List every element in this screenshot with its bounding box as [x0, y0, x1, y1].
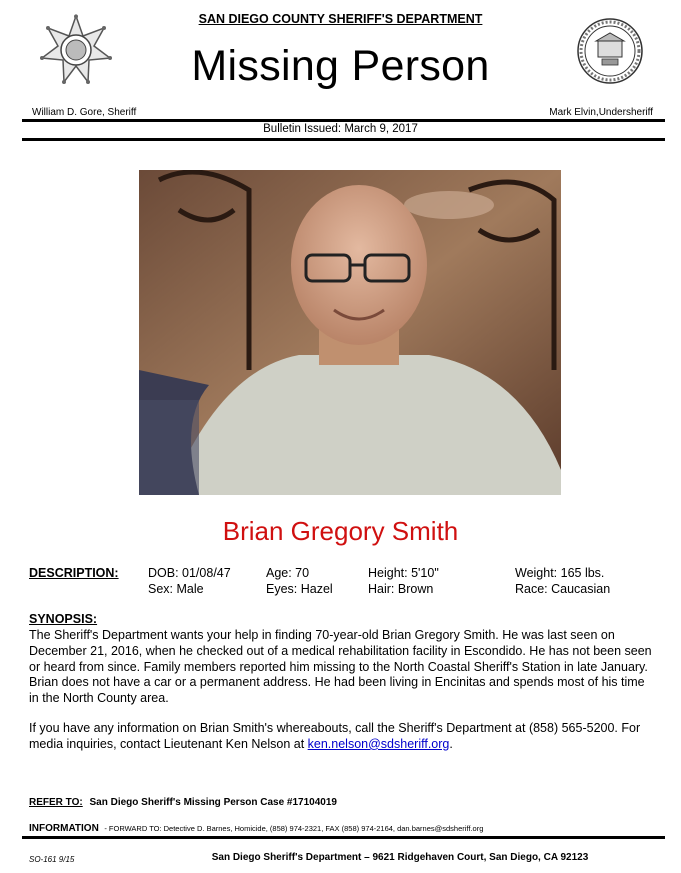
race-value: Race: Caucasian	[515, 582, 611, 596]
page-title: Missing Person	[191, 42, 490, 90]
footer-divider	[22, 836, 665, 839]
county-seal-icon	[576, 17, 644, 85]
contact-end: .	[449, 736, 453, 751]
missing-person-photo	[139, 170, 561, 495]
header-divider-top	[22, 119, 665, 122]
refer-to	[29, 797, 337, 808]
weight-value: Weight: 165 lbs.	[515, 566, 605, 580]
description-label: DESCRIPTION:	[29, 566, 119, 580]
eyes-value: Eyes: Hazel	[266, 582, 333, 596]
dob-value: DOB: 01/08/47	[148, 566, 231, 580]
undersheriff-name: Mark Elvin,Undersheriff	[549, 107, 653, 118]
synopsis-text: The Sheriff's Department wants your help in finding 70-year-old Brian Gregory Smith. He was last seen on December 21, 2016, when he checked out of a medical rehabilitation facility in Escondido. He has not been seen or heard from since. Family members reported him missing to the North Coastal Sheriff's Station in late January. Brian does not have a car or a permanent address. He had been living in Encinitas and spends most of his time in the North County area.	[29, 628, 652, 706]
information-line	[29, 823, 483, 834]
person-name: Brian Gregory Smith	[222, 516, 459, 546]
sex-value: Sex: Male	[148, 582, 204, 596]
height-value: Height: 5'10"	[368, 566, 439, 580]
sheriff-name: William D. Gore, Sheriff	[32, 107, 137, 118]
footer-address: San Diego Sheriff's Department – 9621 Ridgehaven Court, San Diego, CA 92123	[211, 852, 589, 863]
department-name: SAN DIEGO COUNTY SHERIFF'S DEPARTMENT	[198, 12, 483, 26]
header-divider-bottom	[22, 138, 665, 141]
sheriff-star-badge-icon	[40, 14, 112, 86]
refer-text: San Diego Sheriff's Missing Person Case #17104019	[89, 797, 337, 808]
form-number: SO-161 9/15	[29, 855, 75, 864]
information-text: - FORWARD TO: Detective D. Barnes, Homicide, (858) 974-2321, FAX (858) 974-2164, dan.barnes@sdsheriff.org	[104, 824, 484, 833]
synopsis-label: SYNOPSIS:	[29, 612, 98, 626]
age-value: Age: 70	[266, 566, 310, 580]
refer-label: REFER TO:	[29, 797, 83, 808]
email-link[interactable]: ken.nelson@sdsheriff.org	[307, 736, 450, 751]
bulletin-date: Bulletin Issued: March 9, 2017	[263, 123, 418, 135]
contact-text: If you have any information on Brian Smith's whereabouts, call the Sheriff's Department at (858) 565-5200. For media inquiries, contact Lieutenant Ken Nelson at	[29, 721, 641, 751]
hair-value: Hair: Brown	[368, 582, 434, 596]
contact-paragraph	[29, 721, 657, 753]
information-label: INFORMATION	[29, 823, 99, 834]
